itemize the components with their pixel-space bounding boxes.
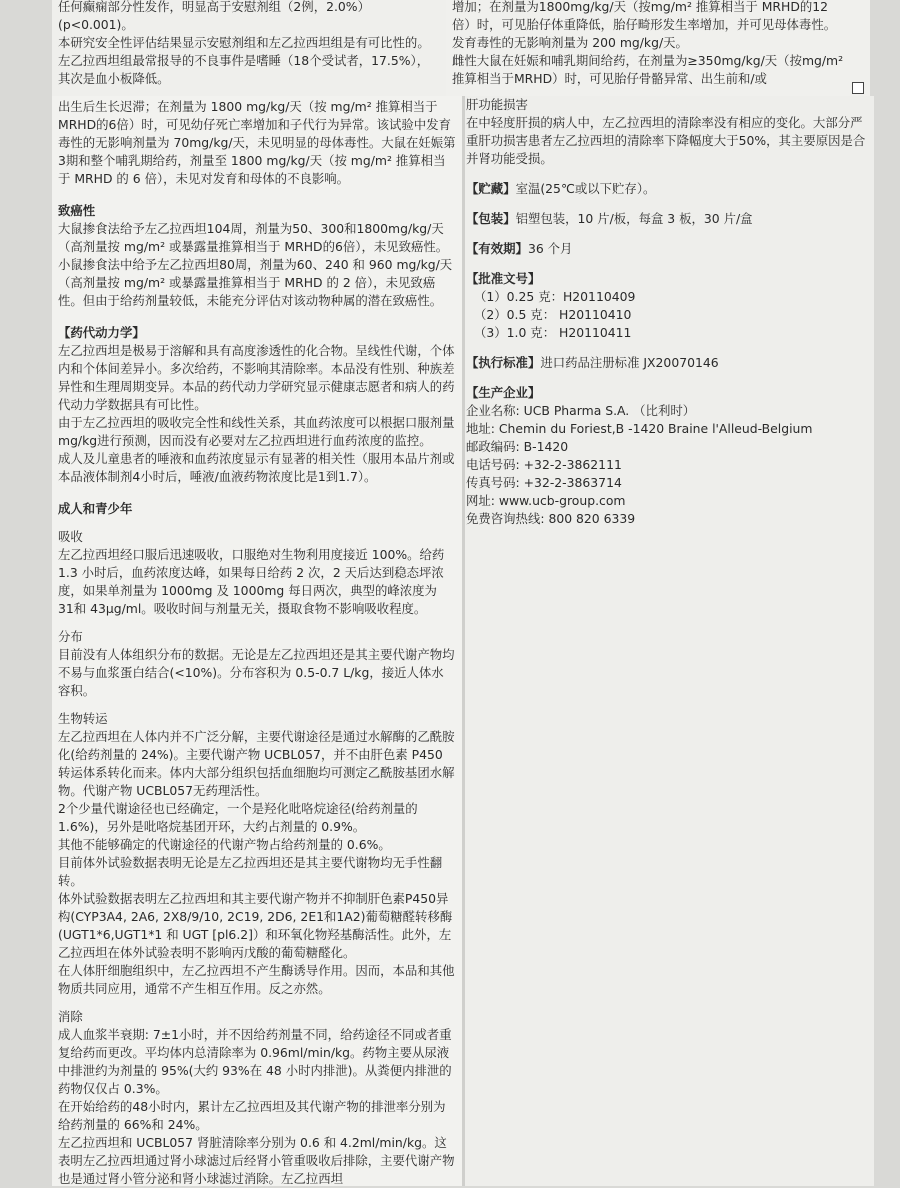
validity-section [466, 240, 868, 258]
maker-line: 传真号码: +32-2-3863714 [466, 475, 622, 490]
paragraph: 增加；在剂量为1800mg/kg/天（按mg/m² 推算相当于 MRHD的12倍）时，可见胎仔体重降低，胎仔畸形发生率增加，并可见母体毒性。发育毒性的无影响剂量为 200 mg/kg/天。 [452, 0, 837, 50]
paragraph: 在开始给药的48小时内，累计左乙拉西坦及其代谢产物的排泄率分别为给药剂量的 66%和 24%。 [58, 1099, 446, 1132]
subsection-heading: 生物转运 [58, 711, 108, 726]
paragraph: 本研究安全性评估结果显示安慰剂组和左乙拉西坦组是有可比性的。左乙拉西坦组最常报导的不良事件是嗜睡（18个受试者，17.5%），其次是血小板降低。 [58, 35, 430, 86]
section-label: 【贮藏】 [466, 181, 516, 196]
paragraph: 左乙拉西坦是极易于溶解和具有高度渗透性的化合物。呈线性代谢，个体内和个体间差异小。多次给药，不影响其清除率。本品没有性别、种族差异性和生理周期变异。本品的药代动力学研究显示健康志愿者和病人的药代动力学数据具有可比性。 [58, 343, 455, 412]
page-fold-shadow [462, 96, 465, 1186]
paragraph: 由于左乙拉西坦的吸收完全性和线性关系，其血药浓度可以根据口服剂量 mg/kg进行预测，因而没有必要对左乙拉西坦进行血药浓度的监控。 [58, 415, 455, 448]
section-value: 进口药品注册标准 JX20070146 [540, 355, 719, 370]
storage-section [466, 180, 868, 198]
paragraph: 在人体肝细胞组织中，左乙拉西坦不产生酶诱导作用。因而，本品和其他物质共同应用，通常不产生相互作用。反之亦然。 [58, 963, 455, 996]
subsection-heading: 吸收 [58, 529, 83, 544]
paragraph: (p<0.001)。 [58, 17, 134, 32]
square-icon [852, 82, 864, 94]
maker-line: 网址: www.ucb-group.com [466, 493, 626, 508]
section-heading: 【药代动力学】 [58, 325, 145, 340]
paragraph: 目前体外试验数据表明无论是左乙拉西坦还是其主要代谢物均无手性翻转。 [58, 855, 443, 888]
section-heading: 成人和青少年 [58, 501, 133, 516]
paragraph: 成人及儿童患者的唾液和血药浓度显示有显著的相关性（服用本品片剂或本品液体制剂4小时后，唾液/血液药物浓度比是1到1.7）。 [58, 451, 455, 484]
section-value: 36 个月 [527, 241, 573, 256]
top-right-page-fragment [446, 0, 870, 96]
top-left-text [58, 0, 438, 88]
subsection-heading: 肝功能损害 [466, 97, 528, 112]
paragraph: 左乙拉西坦和 UCBL057 肾脏清除率分别为 0.6 和 4.2ml/min/kg。这表明左乙拉西坦通过肾小球滤过后经肾小管重吸收后排除，主要代谢产物也是通过肾小管分泌和肾小球滤过消除。左乙拉西坦 [58, 1135, 455, 1186]
paragraph: 大鼠掺食法给予左乙拉西坦104周，剂量为50、300和1800mg/kg/天（高剂量按 mg/m² 或暴露量推算相当于 MRHD的6倍），未见致癌性。小鼠掺食法中给予左乙拉西坦80周，剂量为60、240 和 960 mg/kg/天（高剂量按 mg/m² 或暴露量推算相当于 MRHD 的 2 倍），未见致癌性。但由于给药剂量较低，未能充分评估对该动物种属的潜在致癌性。 [58, 221, 453, 308]
paragraph: 左乙拉西坦经口服后迅速吸收，口服绝对生物利用度接近 100%。给药 1.3 小时后，血药浓度达峰，如果每日给药 2 次，2 天后达到稳态坪浓度，如果单剂量为 1000mg 及 1000mg 每日两次，典型的峰浓度为 31和 43μg/ml。吸收时间与剂量无关，摄取食物不影响吸收程度。 [58, 547, 445, 616]
paragraph: 成人血浆半衰期: 7±1小时，并不因给药剂量不同，给药途径不同或者重复给药而更改。平均体内总清除率为 0.96ml/min/kg。药物主要从尿液中排泄约为剂量的 95%(大约 93%在 48 小时内排泄)。从粪便内排泄的 药物仅仅占 0.3%。 [58, 1027, 452, 1096]
standard-section [466, 354, 868, 372]
top-right-text [452, 0, 844, 88]
left-column-text [58, 98, 456, 1188]
right-column-page [462, 96, 874, 1186]
paragraph: 左乙拉西坦在人体内并不广泛分解，主要代谢途径是通过水解酶的乙酰胺化(给药剂量的 24%)。主要代谢产物 UCBL057，并不由肝色素 P450 转运体系转化而来。体内大部分组织包括血细胞均可测定乙酰胺基团水解物。代谢产物 UCBL057无药理活性。 [58, 729, 455, 798]
paragraph: 2个少量代谢途径也已经确定，一个是羟化吡咯烷途径(给药剂量的 1.6%)，另外是吡咯烷基团开环，大约占剂量的 0.9%。 [58, 801, 418, 834]
paragraph: 任何癫痫部分性发作，明显高于安慰剂组（2例，2.0%） [58, 0, 370, 14]
paragraph: 在中轻度肝损的病人中，左乙拉西坦的清除率没有相应的变化。大部分严重肝功损害患者左乙拉西坦的清除率下降幅度大于50%，其主要原因是合并肾功能受损。 [466, 115, 866, 166]
package-section [466, 210, 868, 228]
approval-item: （1）0.25 克：H20110409 [474, 289, 636, 304]
section-value: 室温(25℃或以下贮存）。 [515, 181, 656, 196]
maker-line: 邮政编码: B-1420 [466, 439, 569, 454]
maker-line: 地址: Chemin du Foriest,B -1420 Braine l'Alleud-Belgium [466, 421, 813, 436]
maker-line: 免费咨询热线: 800 820 6339 [466, 511, 636, 526]
left-column-page [52, 96, 462, 1186]
maker-line: 电话号码: +32-2-3862111 [466, 457, 622, 472]
right-column-text [466, 96, 868, 528]
maker-heading: 【生产企业】 [466, 385, 541, 400]
paragraph: 其他不能够确定的代谢途径的代谢产物占给药剂量的 0.6%。 [58, 837, 391, 852]
approval-item: （2）0.5 克： H20110410 [474, 307, 632, 322]
paragraph: 体外试验数据表明左乙拉西坦和其主要代谢产物并不抑制肝色素P450异构(CYP3A4, 2A6, 2X8/9/10, 2C19, 2D6, 2E1和1A2)葡萄糖醛转移酶(UGT1*6,UGT1*1 和 UGT [pl6.2]）和环氧化物羟基酶活性。此外，左乙拉西坦在体外试验表明不影响丙戊酸的葡萄糖醛化。 [58, 891, 453, 960]
subsection-heading: 消除 [58, 1009, 83, 1024]
approval-item: （3）1.0 克： H20110411 [474, 325, 632, 340]
approval-heading: 【批准文号】 [466, 271, 541, 286]
maker-line: 企业名称: UCB Pharma S.A. （比利时） [466, 403, 696, 418]
paragraph: 雌性大鼠在妊娠和哺乳期间给药，在剂量为≥350mg/kg/天（按mg/m²推算相当于MRHD）时，可见胎仔骨骼异常、出生前和/或 [452, 53, 844, 86]
section-label: 【执行标准】 [466, 355, 541, 370]
section-heading: 致癌性 [58, 203, 96, 218]
paragraph: 目前没有人体组织分布的数据。无论是左乙拉西坦还是其主要代谢产物均不易与血浆蛋白结合(<10%)。分布容积为 0.5-0.7 L/kg，接近人体水容积。 [58, 647, 455, 698]
subsection-heading: 分布 [58, 629, 83, 644]
section-label: 【包装】 [466, 211, 516, 226]
top-left-page-fragment [52, 0, 450, 96]
paragraph: 出生后生长迟滞；在剂量为 1800 mg/kg/天（按 mg/m² 推算相当于MRHD的6倍）时，可见幼仔死亡率增加和子代行为异常。该试验中发育毒性的无影响剂量为 70mg/kg/天，未见明显的母体毒性。大鼠在妊娠第3期和整个哺乳期给药，剂量至 1800 mg/kg/天（按 mg/m² 推算相当于 MRHD 的 6 倍），未见对发育和母体的不良影响。 [58, 99, 456, 186]
section-value: 铝塑包装，10 片/板，每盒 3 板，30 片/盒 [515, 211, 753, 226]
section-label: 【有效期】 [466, 241, 528, 256]
